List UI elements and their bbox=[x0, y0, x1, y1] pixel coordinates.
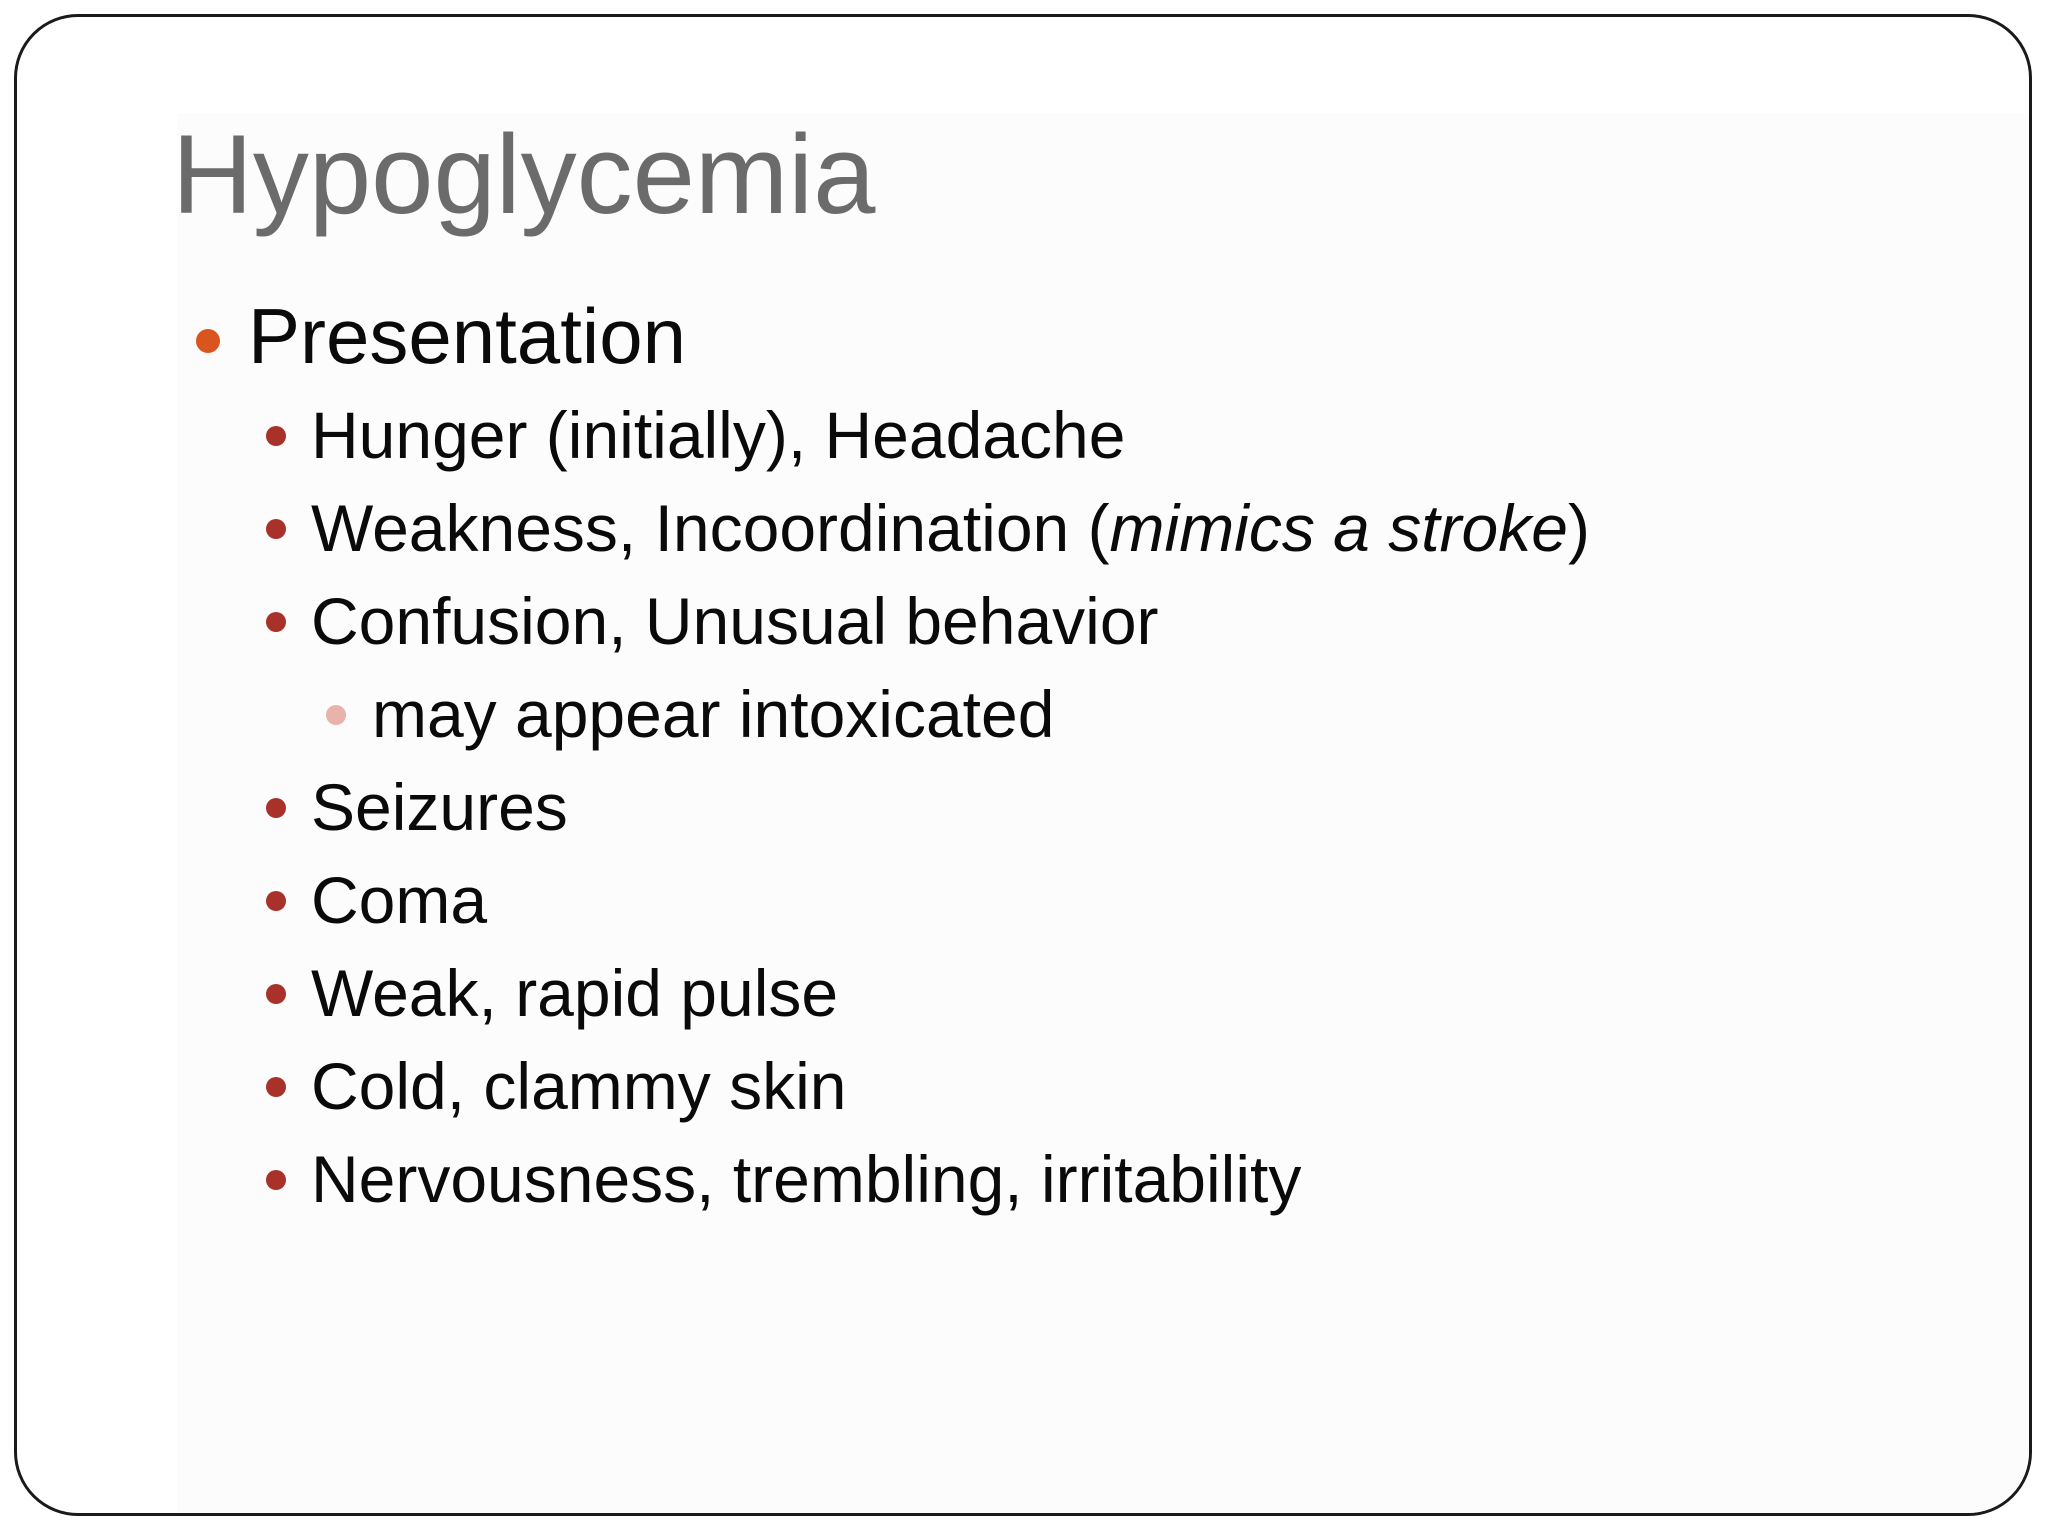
bullet-dot-icon bbox=[266, 1077, 286, 1097]
bullet-text: Weak, rapid pulse bbox=[311, 956, 839, 1030]
sub-bullet-dot-icon bbox=[326, 705, 346, 725]
bullet-dot-icon bbox=[266, 891, 286, 911]
weakness-text: Weakness, Incoordination ( bbox=[311, 491, 1110, 565]
bullet-dot-icon bbox=[266, 612, 286, 632]
bullet-dot-icon bbox=[266, 426, 286, 446]
bullet-text: Hunger (initially), Headache bbox=[311, 398, 1126, 472]
bullet-dot-icon bbox=[266, 519, 286, 539]
bullet-text: Cold, clammy skin bbox=[311, 1049, 847, 1123]
weakness-suffix-text: ) bbox=[1567, 491, 1590, 565]
bullet-text: Seizures bbox=[311, 770, 568, 844]
bullet-text: Coma bbox=[311, 863, 488, 937]
bullet-dot-icon bbox=[196, 329, 220, 353]
bullet-text bbox=[311, 483, 1590, 573]
bullet-dot-icon bbox=[266, 984, 286, 1004]
bullet-text: Nervousness, trembling, irritability bbox=[311, 1142, 1302, 1216]
bullet-text: may appear intoxicated bbox=[372, 677, 1055, 751]
bullet-dot-icon bbox=[266, 798, 286, 818]
slide-title: Hypoglycemia bbox=[172, 112, 876, 237]
bullet-text: Presentation bbox=[248, 292, 686, 380]
weakness-italic-text: mimics a stroke bbox=[1109, 491, 1568, 565]
bullet-text: Confusion, Unusual behavior bbox=[311, 584, 1159, 658]
bullet-dot-icon bbox=[266, 1170, 286, 1190]
